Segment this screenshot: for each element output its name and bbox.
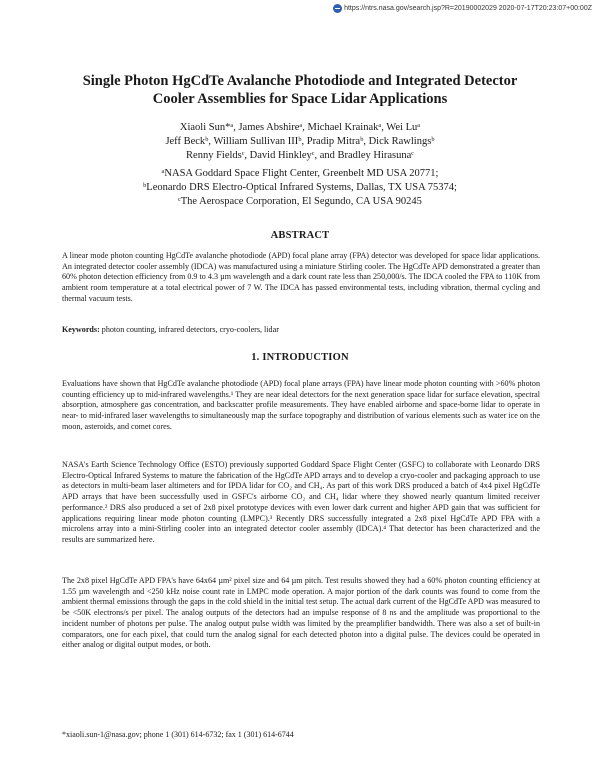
keywords bbox=[62, 325, 540, 336]
author-line-2: Jeff Beckᵇ, William Sullivan IIIᵇ, Pradip Mitraᵇ, Dick Rawlingsᵇ bbox=[165, 136, 435, 147]
affiliation-list bbox=[60, 167, 540, 209]
title-line-1: Single Photon HgCdTe Avalanche Photodiode and Integrated Detector bbox=[82, 73, 518, 89]
ntrs-logo-icon bbox=[333, 4, 342, 13]
keywords-label: Keywords: bbox=[62, 325, 100, 334]
author-line-3: Renny Fieldsᶜ, David Hinkleyᶜ, and Bradley Hirasunaᶜ bbox=[186, 150, 414, 161]
section-1-heading: 1. INTRODUCTION bbox=[251, 352, 349, 363]
title-line-2: Cooler Assemblies for Space Lidar Applications bbox=[152, 91, 448, 107]
intro-paragraph-2: NASA's Earth Science Technology Office (ESTO) previously supported Goddard Space Flight Center (GSFC) to collaborate with Leonardo DRS Electro-Optical Infrared Systems to mature the fabrication of the HgCdTe APD arrays and to develop a cryo-cooler and packaging approach to use as detectors in multi-beam laser altimeters and for IPDA lidar for CO₂ and CH₄. As part of this work DRS produced a batch of 4x4 pixel HgCdTe APD arrays that have been successfully used in GSFC's airborne CO₂ and CH₄ lidar where they showed nearly quantum limited receiver performance.² DRS also produced a set of 2x8 pixel prototype devices with even lower dark current and higher APD gain that was sufficient for applications requiring linear mode photon counting (LMPC).³ Recently DRS successfully integrated a 2x8 pixel HgCdTe APD FPA with a microlens array into a mini-Stirling cooler into an integrated detector cooler assembly (IDCA).⁴ That detector has been characterized and the results are summarized here. bbox=[62, 460, 540, 544]
abstract-heading: ABSTRACT bbox=[270, 230, 330, 241]
footnote: *xiaoli.sun-1@nasa.gov; phone 1 (301) 614-6732; fax 1 (301) 614-6744 bbox=[62, 730, 294, 739]
affiliation-2: ᵇLeonardo DRS Electro-Optical Infrared Systems, Dallas, TX USA 75374; bbox=[143, 182, 457, 193]
author-line-1: Xiaoli Sun*ᵃ, James Abshireᵃ, Michael Krainakᵃ, Wei Luᵃ bbox=[179, 122, 421, 133]
keywords-text: photon counting, infrared detectors, cryo-coolers, lidar bbox=[99, 325, 279, 334]
intro-paragraph-3: The 2x8 pixel HgCdTe APD FPA's have 64x64 µm² pixel size and 64 µm pitch. Test results showed they had a 60% photon counting efficiency at 1.55 µm wavelength and <250 kHz noise count rate in LMPC mode operation. A major portion of the dark counts was found to come from the ambient thermal emissions through the gaps in the cold shield in the initial test setup. The actual dark current of the HgCdTe APD was measured to be <50K electrons/s per pixel. The analog outputs of the detectors had an impulse response of 8 ns and the amplitude was proportional to the incident number of photons per pulse. The analog output pulse width was limited by the preamplifier bandwidth. There was also a set of built-in comparators, one for each pixel, that could turn the analog signal for each detected photon into a digital pulse. The devices could be operated in either analog or digital output modes, or both. bbox=[62, 576, 540, 650]
header-url[interactable]: https://ntrs.nasa.gov/search.jsp?R=20190002029 2020-07-17T20:23:07+00:00Z bbox=[344, 5, 592, 12]
header-url-bar bbox=[333, 4, 592, 13]
abstract-text: A linear mode photon counting HgCdTe avalanche photodiode (APD) focal plane array (FPA) detector was developed for space lidar applications. An integrated detector cooler assembly (IDCA) was manufactured using a miniature Stirling cooler. The HgCdTe APD demonstrated a greater than 60% photon detection efficiency from 0.9 to 4.3 µm wavelength and a dark count rate less than 250,000/s. The IDCA cooled the FPA to 110K from ambient room temperature at a total electrical power of 7 W. The IDCA has passed environmental tests, including vibration, thermal cycling and thermal vacuum tests. bbox=[62, 251, 540, 303]
paper-title bbox=[40, 72, 560, 108]
author-list bbox=[60, 121, 540, 163]
affiliation-3: ᶜThe Aerospace Corporation, El Segundo, CA USA 90245 bbox=[178, 196, 422, 207]
affiliation-1: ᵃNASA Goddard Space Flight Center, Greenbelt MD USA 20771; bbox=[161, 168, 439, 179]
intro-paragraph-1: Evaluations have shown that HgCdTe avalanche photodiode (APD) focal plane arrays (FPA) have linear mode photon counting with >60% photon counting efficiency up to mid-infrared wavelengths.¹ They are near ideal detectors for the next generation space lidar for surface elevation, spectral absorption, atmosphere gas concentration, and backscatter profile measurements. They have enabled airborne and space-borne lidar to operate in near- to mid-infrared laser wavelengths to simultaneously map the surface topography and distribution of various elements such as water ice on the moon, asteroids, and comet cores. bbox=[62, 379, 540, 431]
